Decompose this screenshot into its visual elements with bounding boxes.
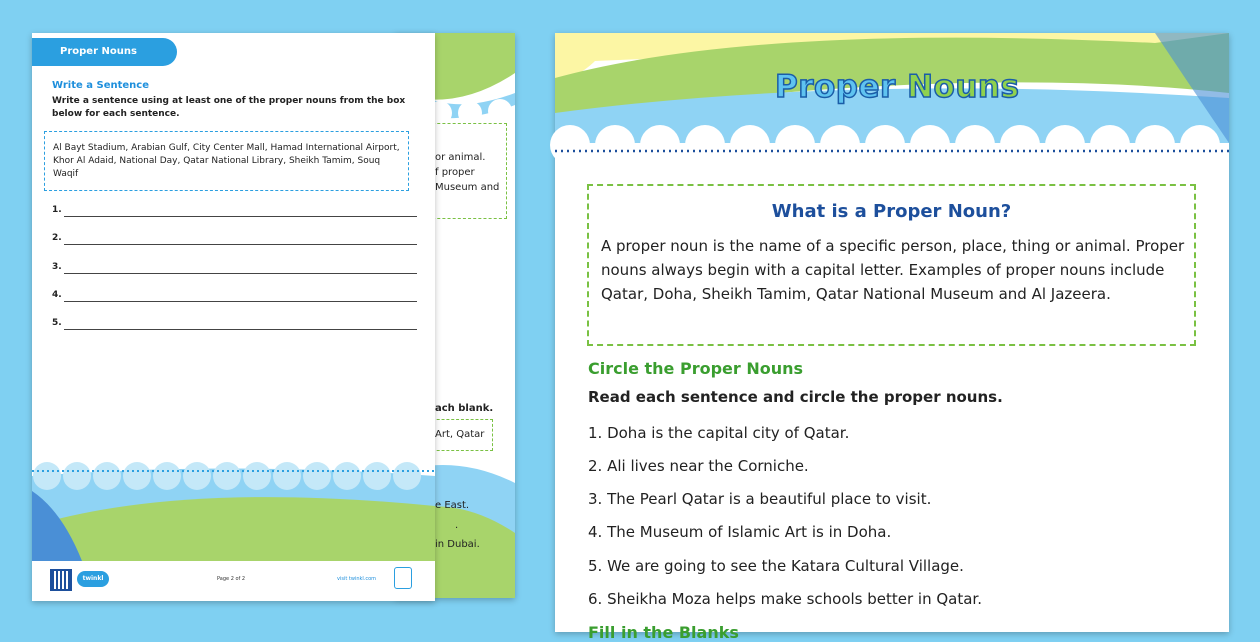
line-number: 2.: [52, 233, 62, 243]
title-word-nouns: Nouns: [907, 69, 1020, 105]
sentence-item: 3. The Pearl Qatar is a beautiful place to visit.: [588, 490, 932, 508]
fill-blanks-heading: Fill in the Blanks: [588, 623, 739, 642]
line-number: 3.: [52, 262, 62, 272]
worksheet-title: [775, 69, 1019, 105]
answer-line-1[interactable]: [52, 205, 417, 219]
back-fragment: e East.: [435, 500, 470, 511]
line-number: 5.: [52, 318, 62, 328]
badge-icon: [394, 567, 412, 589]
bottom-wave-decoration: [32, 431, 435, 561]
proper-noun-word-box: [44, 131, 409, 191]
circle-section-instruction: Read each sentence and circle the proper nouns.: [588, 388, 1003, 406]
worksheet-page-1: [555, 33, 1229, 642]
line-number: 1.: [52, 205, 62, 215]
back-fragment: ach blank.: [435, 403, 494, 414]
sentence-item: 5. We are going to see the Katara Cultural Village.: [588, 557, 964, 575]
answer-line-3[interactable]: [52, 262, 417, 276]
worksheet-page-2: [32, 33, 435, 601]
definition-text: A proper noun is the name of a specific person, place, thing or animal. Proper nouns always begin with a capital letter. Examples of proper nouns include Qatar, Doha, Sheikh Tamim, Qatar National Museum and Al Jazeera.: [601, 237, 1185, 303]
answer-line-4[interactable]: [52, 290, 417, 304]
write-sentence-heading: Write a Sentence: [52, 80, 149, 91]
back-fragment: Art, Qatar: [435, 429, 485, 440]
sentence-item: 6. Sheikha Moza helps make schools better in Qatar.: [588, 590, 982, 608]
circle-section-heading: Circle the Proper Nouns: [588, 359, 804, 378]
back-fragment: or animal.: [435, 152, 486, 163]
page-footer: [32, 561, 435, 601]
qr-code-icon: [50, 569, 72, 591]
definition-box: [587, 184, 1196, 346]
answer-line-5[interactable]: [52, 318, 417, 332]
sentence-item: 1. Doha is the capital city of Qatar.: [588, 424, 850, 442]
twinkl-website: visit twinkl.com: [337, 576, 377, 582]
definition-heading: What is a Proper Noun?: [771, 201, 1012, 222]
back-fragment: Museum and: [435, 182, 500, 193]
sentence-item: 2. Ali lives near the Corniche.: [588, 457, 809, 475]
title-word-proper: Proper: [775, 69, 896, 105]
answer-line-2[interactable]: [52, 233, 417, 247]
back-fragment: .: [455, 520, 459, 531]
back-fragment: f proper: [435, 167, 475, 178]
line-number: 4.: [52, 290, 62, 300]
twinkl-logo: twinkl: [77, 571, 109, 587]
sentence-item: 4. The Museum of Islamic Art is in Doha.: [588, 523, 892, 541]
back-fragment: in Dubai.: [435, 539, 480, 550]
page-number: Page 2 of 2: [217, 576, 246, 582]
title-tab: Proper Nouns: [32, 38, 177, 66]
write-sentence-instruction: Write a sentence using at least one of the proper nouns from the box below for each sentence.: [52, 96, 406, 119]
word-box-text: Al Bayt Stadium, Arabian Gulf, City Center Mall, Hamad International Airport, Khor Al Adaid, National Day, Qatar National Library, Sheikh Tamim, Souq Waqif: [53, 143, 400, 179]
